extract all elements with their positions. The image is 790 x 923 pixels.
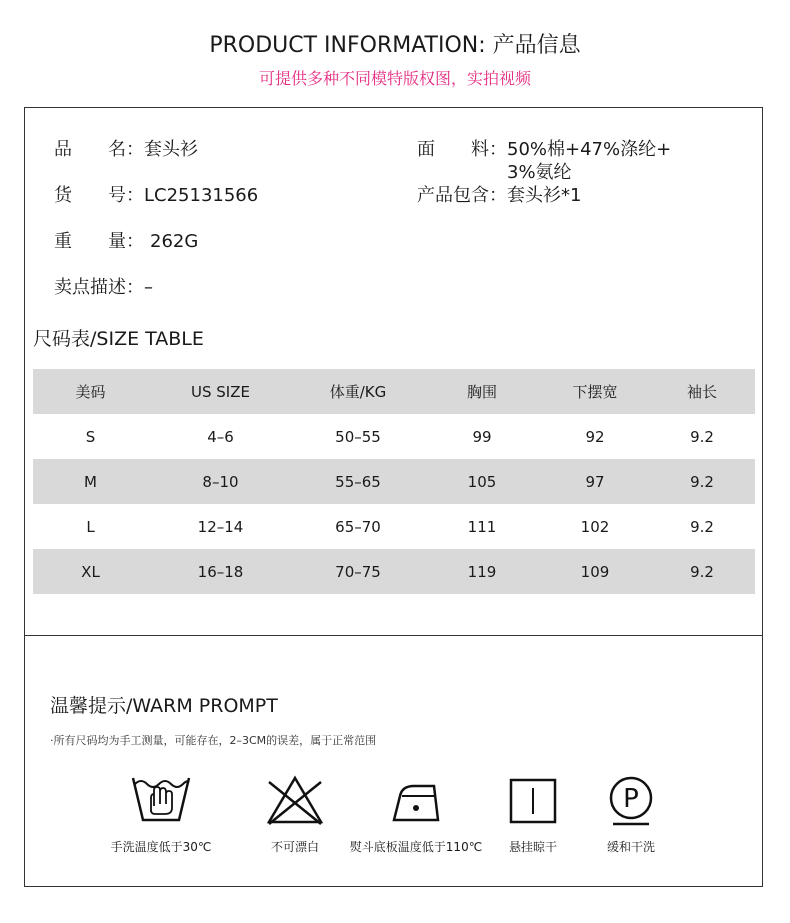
size-table-header-row: [33, 369, 755, 414]
care-label: 悬挂晾干: [508, 840, 557, 854]
table-cell: 99: [472, 427, 492, 446]
table-cell: 9.2: [649, 459, 755, 504]
info-sku-label: 货 号：: [54, 185, 144, 206]
info-includes-row: [417, 184, 581, 208]
size-table-title: 尺码表/SIZE TABLE: [33, 328, 204, 350]
table-cell: 111: [467, 517, 497, 536]
care-item-hand-wash: [86, 772, 236, 855]
section-divider: [24, 635, 763, 636]
care-label: 不可漂白: [270, 840, 319, 854]
size-table-header: US SIZE: [148, 369, 293, 414]
table-cell: 12–14: [197, 517, 244, 536]
dry-clean-p-icon: [601, 772, 661, 828]
info-includes-label: 产品包含：: [417, 185, 507, 206]
table-cell: 70–75: [293, 549, 423, 594]
table-cell: 50–55: [335, 427, 381, 446]
info-fabric-row: [417, 138, 671, 184]
info-selling-row: [54, 276, 153, 300]
iron-low-icon: [386, 772, 446, 828]
table-cell: 97: [541, 459, 649, 504]
info-includes-value: 套头衫*1: [507, 185, 582, 206]
info-fabric-value-line2: 3%氨纶: [507, 162, 572, 183]
info-weight-label: 重 量：: [54, 231, 144, 252]
table-cell: 109: [541, 549, 649, 594]
table-cell: 16–18: [148, 549, 293, 594]
page-title: PRODUCT INFORMATION: 产品信息: [209, 33, 581, 58]
info-name-value: 套头衫: [144, 139, 198, 160]
table-cell: 92: [585, 427, 605, 446]
table-cell: S: [85, 427, 96, 446]
size-table-header: 袖长: [649, 369, 755, 414]
size-table: [33, 369, 755, 594]
table-row: [33, 459, 755, 504]
info-name-row: [54, 138, 198, 162]
table-cell: 8–10: [148, 459, 293, 504]
info-weight-value: 262G: [150, 231, 199, 252]
info-fabric-label: 面 料：: [417, 139, 507, 160]
warm-prompt-title: 温馨提示/WARM PROMPT: [50, 695, 278, 717]
info-selling-label: 卖点描述：: [54, 277, 144, 298]
table-row: [33, 504, 755, 549]
info-fabric-value: [507, 138, 671, 184]
size-table-header: 体重/KG: [293, 369, 423, 414]
table-cell: 4–6: [207, 427, 234, 446]
table-cell: 102: [580, 517, 610, 536]
warm-prompt-note: ·所有尺码均为手工测量，可能存在，2–3CM的误差，属于正常范围: [50, 734, 377, 747]
table-cell: 55–65: [293, 459, 423, 504]
info-weight-row: [54, 230, 198, 254]
size-table-header: 美码: [33, 369, 148, 414]
size-table-header: 下摆宽: [541, 369, 649, 414]
table-cell: XL: [33, 549, 148, 594]
info-name-label: 品 名：: [54, 139, 144, 160]
table-row: [33, 414, 755, 459]
table-cell: M: [33, 459, 148, 504]
care-label: 熨斗底板温度低于110℃: [349, 840, 483, 854]
table-cell: L: [86, 517, 95, 536]
table-cell: 9.2: [649, 549, 755, 594]
table-cell: 119: [423, 549, 541, 594]
info-sku-value: LC25131566: [144, 185, 259, 206]
table-cell: 65–70: [335, 517, 381, 536]
info-fabric-value-line1: 50%棉+47%涤纶+: [507, 139, 672, 160]
hang-dry-icon: [503, 772, 563, 828]
care-label: 手洗温度低于30℃: [110, 840, 212, 854]
care-item-dry-clean: [556, 772, 706, 855]
care-label: 缓和干洗: [606, 840, 655, 854]
table-cell: 9.2: [690, 427, 714, 446]
svg-text:P: P: [623, 784, 639, 814]
size-table-header: 胸围: [423, 369, 541, 414]
table-cell: 9.2: [690, 517, 714, 536]
table-row: [33, 549, 755, 594]
page-subtitle: 可提供多种不同模特版权图，实拍视频: [258, 69, 531, 88]
info-selling-value: –: [144, 277, 153, 298]
info-sku-row: [54, 184, 258, 208]
hand-wash-icon: [129, 772, 193, 828]
no-bleach-icon: [265, 772, 325, 828]
table-cell: 105: [423, 459, 541, 504]
